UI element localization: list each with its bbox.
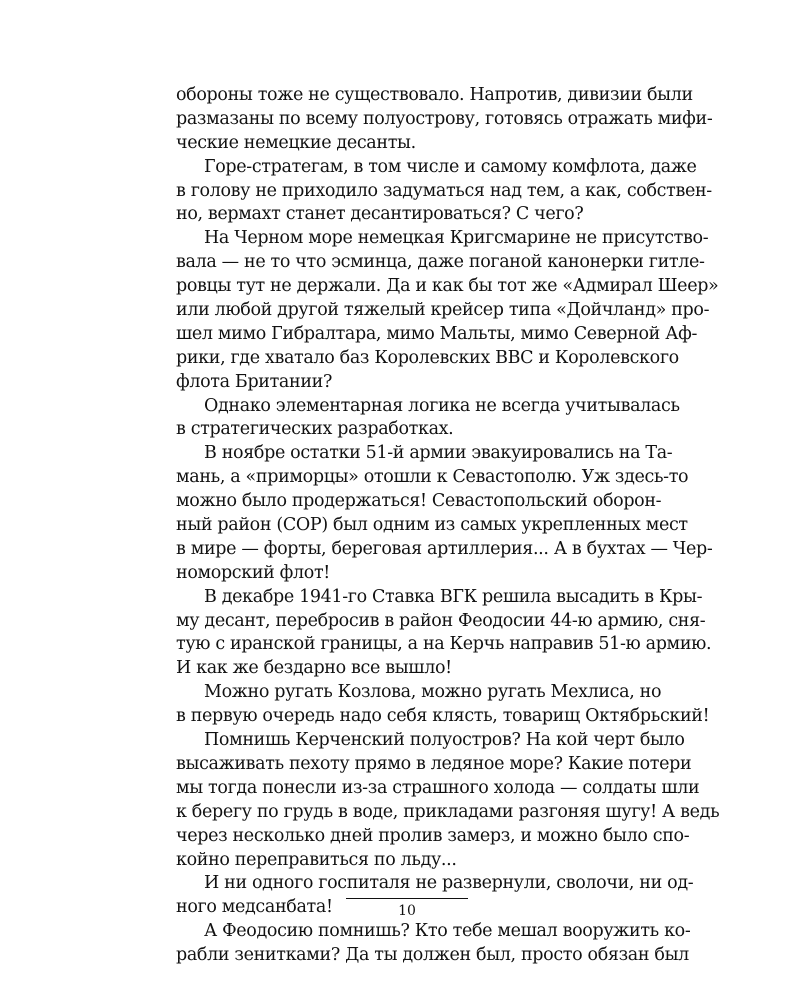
text-line: или любой другой тяжелый крейсер типа «Дойчланд» про- xyxy=(176,300,710,321)
text-line: На Черном море немецкая Кригсмарине не присутство- xyxy=(204,228,709,249)
text-line: номорский флот! xyxy=(176,562,330,583)
paragraph xyxy=(176,395,680,443)
text-line: в стратегических разработках. xyxy=(176,419,454,440)
paragraph xyxy=(176,227,719,394)
text-line: му десант, перебросив в район Феодосии 44-ю армию, сня- xyxy=(176,610,706,631)
text-line: И ни одного госпиталя не развернули, сволочи, ни од- xyxy=(204,873,694,894)
text-line: ного медсанбата! xyxy=(176,897,333,918)
text-line: Горе-стратегам, в том числе и самому комфлота, даже xyxy=(204,156,697,177)
text-line: В декабре 1941-го Ставка ВГК решила высадить в Кры- xyxy=(204,586,703,607)
paragraph xyxy=(176,156,712,228)
text-line: В ноябре остатки 51-й армии эвакуировались на Та- xyxy=(204,443,673,464)
text-line: можно было продержаться! Севастопольский оборон- xyxy=(176,491,662,512)
text-line: вала — не то что эсминца, даже поганой канонерки гитле- xyxy=(176,252,705,273)
text-line: высаживать пехоту прямо в ледяное море? Какие потери xyxy=(176,753,692,774)
text-line: ровцы тут не держали. Да и как бы тот же «Адмирал Шеер» xyxy=(176,276,719,297)
text-line: в первую очередь надо себя клясть, товарищ Октябрьский! xyxy=(176,706,710,727)
text-line: Однако элементарная логика не всегда учитывалась xyxy=(204,395,680,416)
text-line: обороны тоже не существовало. Напротив, дивизии были xyxy=(176,85,693,105)
text-line: ный район (СОР) был одним из самых укрепленных мест xyxy=(176,515,688,536)
text-line: А Феодосию помнишь? Кто тебе мешал вооружить ко- xyxy=(204,921,691,942)
text-line: Помнишь Керченский полуостров? На кой черт было xyxy=(204,730,685,751)
body-text xyxy=(176,84,720,968)
text-line: мань, а «приморцы» отошли к Севастополю. Уж здесь-то xyxy=(176,467,689,488)
footer-rule xyxy=(346,898,468,899)
text-line: Можно ругать Козлова, можно ругать Мехлиса, но xyxy=(204,682,662,703)
paragraph xyxy=(176,84,713,156)
paragraph xyxy=(176,442,713,585)
page-number: 10 xyxy=(398,903,416,919)
text-line: в мире — форты, береговая артиллерия... А в бухтах — Чер- xyxy=(176,538,713,559)
text-line: рики, где хватало баз Королевских ВВС и Королевского xyxy=(176,347,679,368)
text-line: койно переправиться по льду... xyxy=(176,849,457,870)
text-line: ческие немецкие десанты. xyxy=(176,132,416,153)
text-line: мы тогда понесли из-за страшного холода — солдаты шли xyxy=(176,777,700,798)
text-line: размазаны по всему полуострову, готовясь отражать мифи- xyxy=(176,108,713,129)
paragraph xyxy=(176,920,691,968)
paragraph xyxy=(176,729,720,872)
text-line: но, вермахт станет десантироваться? С чего? xyxy=(176,204,584,225)
text-line: в голову не приходило задуматься над тем, а как, собствен- xyxy=(176,180,712,201)
text-line: через несколько дней пролив замерз, и можно было спо- xyxy=(176,825,690,846)
paragraph xyxy=(176,586,712,682)
text-line: к берегу по грудь в воде, прикладами разгоняя шугу! А ведь xyxy=(176,801,720,822)
text-line: И как же бездарно все вышло! xyxy=(176,658,452,679)
text-line: рабли зенитками? Да ты должен был, просто обязан был xyxy=(176,945,689,966)
text-line: тую с иранской границы, а на Керчь направив 51-ю армию. xyxy=(176,634,712,655)
text-line: флота Британии? xyxy=(176,371,332,392)
text-line: шел мимо Гибралтара, мимо Мальты, мимо Северной Аф- xyxy=(176,323,698,344)
paragraph xyxy=(176,681,710,729)
